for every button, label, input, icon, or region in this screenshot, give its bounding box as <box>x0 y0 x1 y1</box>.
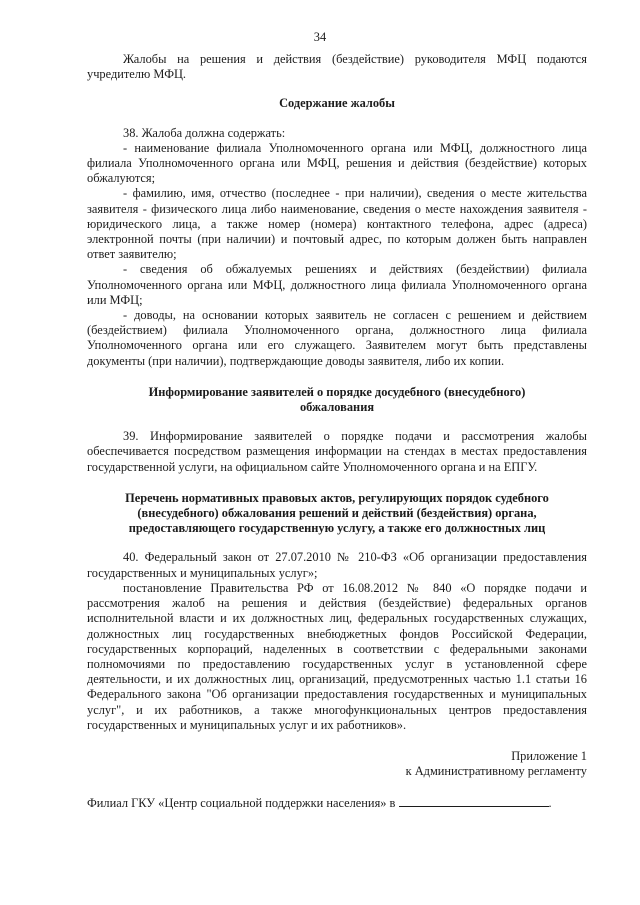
footer-text: Филиал ГКУ «Центр социальной поддержки населения» в <box>87 796 396 811</box>
footer-end: . <box>548 796 552 811</box>
intro-paragraph: Жалобы на решения и действия (бездействие) руководителя МФЦ подаются учредителю МФЦ. <box>87 52 587 82</box>
list-item: - доводы, на основании которых заявитель не согласен с решением и действием (бездействием) филиала Уполномоченного органа, должностного лица филиала Уполномоченного органа или его служащего. Заявителем могут быть представлены документы (при наличии), подтверждающие доводы заявителя, либо их копии. <box>87 308 587 368</box>
list-item: - сведения об обжалуемых решениях и действиях (бездействии) филиала Уполномоченного органа или МФЦ, должностного лица филиала Уполномоченного органа или МФЦ; <box>87 262 587 307</box>
section-heading-legal-acts <box>87 491 587 537</box>
list-item: - фамилию, имя, отчество (последнее - при наличии), сведения о месте жительства заявителя - физического лица либо наименование, сведения о месте нахождения заявителя - юридического лица, а также номер (номера) контактного телефона, адрес (адреса) электронной почты (при наличии) и почтовый адрес, по которым должен быть направлен ответ заявителю; <box>87 186 587 262</box>
heading-line: обжалования <box>299 400 375 415</box>
section-heading-informing <box>87 385 587 415</box>
fill-in-blank[interactable] <box>399 795 549 807</box>
paragraph-39: 39. Информирование заявителей о порядке подачи и рассмотрения жалобы обеспечивается посредством размещения информации на стендах в местах предоставления государственной услуги, на официальном сайте Уполномоченного органа и на ЕПГУ. <box>87 429 587 474</box>
paragraph-40-decree: постановление Правительства РФ от 16.08.2012 № 840 «О порядке подачи и рассмотрения жалоб на решения и действия (бездействие) федеральных органов исполнительной власти и их должностных лиц, федеральных государственных служащих, должностных лиц государственных внебюджетных фондов Российской Федерации, государственных корпораций, наделенных в соответствии с федеральными законами полномочиями по предоставлению государственных услуг в установленной сфере деятельности, и их должностных лиц, организаций, предусмотренных частью 1.1 статьи 16 Федерального закона "Об организации предоставления государственных и муниципальных услуг", и их работников, а также многофункциональных центров предоставления государственных и муниципальных услуг и их работников». <box>87 580 587 732</box>
section-heading-complaint-content: Содержание жалобы <box>279 96 395 111</box>
paragraph-38: 38. Жалоба должна содержать: <box>123 125 286 140</box>
heading-line: Информирование заявителей о порядке досудебного (внесудебного) <box>148 384 526 399</box>
list-item: - наименование филиала Уполномоченного органа или МФЦ, должностного лица филиала Уполномоченного органа или МФЦ, решения и действия (бездействие) которых обжалуются; <box>87 140 587 186</box>
heading-line: предоставляющего государственную услугу, а также его должностных лиц <box>128 521 546 536</box>
document-body <box>87 52 587 812</box>
footer-line <box>87 795 587 811</box>
heading-line: (внесудебного) обжалования решений и действий (бездействия) органа, <box>137 506 537 521</box>
page-number: 34 <box>313 30 327 44</box>
appendix-label: Приложение 1 <box>511 748 587 763</box>
heading-line: Перечень нормативных правовых актов, регулирующих порядок судебного <box>125 490 549 505</box>
paragraph-40: 40. Федеральный закон от 27.07.2010 № 210-ФЗ «Об организации предоставления государственных и муниципальных услуг»; <box>87 550 587 580</box>
appendix-reference: к Административному регламенту <box>405 764 587 779</box>
